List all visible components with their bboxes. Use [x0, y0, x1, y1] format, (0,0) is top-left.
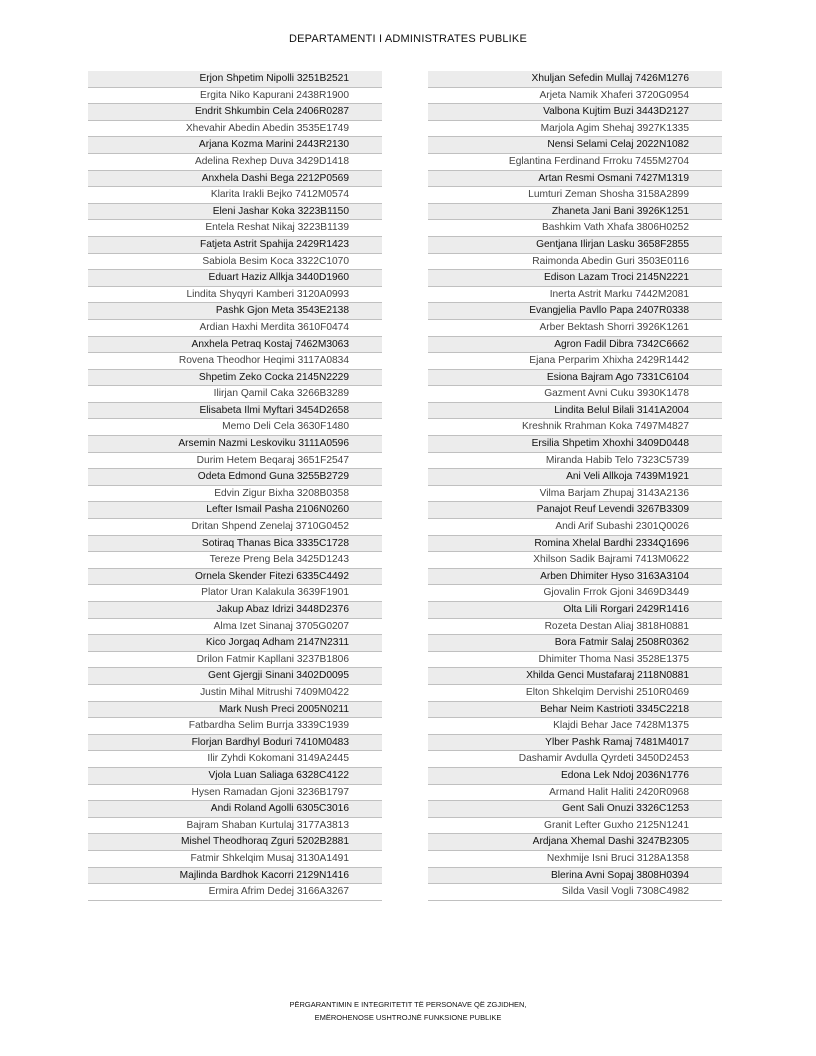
list-item: Gazment Avni Cuku 3930K1478 — [428, 386, 722, 403]
list-item: Sabiola Besim Koca 3322C1070 — [88, 254, 382, 271]
list-item: Zhaneta Jani Bani 3926K1251 — [428, 204, 722, 221]
list-item: Gjovalin Frrok Gjoni 3469D3449 — [428, 585, 722, 602]
list-item: Armand Halit Haliti 2420R0968 — [428, 785, 722, 802]
list-item: Bashkim Vath Xhafa 3806H0252 — [428, 220, 722, 237]
list-item: Andi Arif Subashi 2301Q0026 — [428, 519, 722, 536]
list-item: Ardjana Xhemal Dashi 3247B2305 — [428, 834, 722, 851]
list-item: Alma Izet Sinanaj 3705G0207 — [88, 619, 382, 636]
list-item: Eleni Jashar Koka 3223B1150 — [88, 204, 382, 221]
list-item: Elton Shkelqim Dervishi 2510R0469 — [428, 685, 722, 702]
list-item: Tereze Preng Bela 3425D1243 — [88, 552, 382, 569]
list-item: Klajdi Behar Jace 7428M1375 — [428, 718, 722, 735]
list-item: Sotiraq Thanas Bica 3335C1728 — [88, 536, 382, 553]
list-item: Marjola Agim Shehaj 3927K1335 — [428, 121, 722, 138]
list-item: Fatjeta Astrit Spahija 2429R1423 — [88, 237, 382, 254]
list-item: Gent Sali Onuzi 3326C1253 — [428, 801, 722, 818]
list-item: Ersilia Shpetim Xhoxhi 3409D0448 — [428, 436, 722, 453]
list-item: Fatmir Shkelqim Musaj 3130A1491 — [88, 851, 382, 868]
list-item: Agron Fadil Dibra 7342C6662 — [428, 337, 722, 354]
list-item: Arjana Kozma Marini 2443R2130 — [88, 137, 382, 154]
list-item: Edona Lek Ndoj 2036N1776 — [428, 768, 722, 785]
list-item: Majlinda Bardhok Kacorri 2129N1416 — [88, 868, 382, 885]
list-item: Justin Mihal Mitrushi 7409M0422 — [88, 685, 382, 702]
footer — [0, 998, 816, 1024]
list-item: Lumturi Zeman Shosha 3158A2899 — [428, 187, 722, 204]
list-item: Mishel Theodhoraq Zguri 5202B2881 — [88, 834, 382, 851]
list-item: Erjon Shpetim Nipolli 3251B2521 — [88, 71, 382, 88]
list-item: Hysen Ramadan Gjoni 3236B1797 — [88, 785, 382, 802]
list-item: Ilirjan Qamil Caka 3266B3289 — [88, 386, 382, 403]
list-item: Plator Uran Kalakula 3639F1901 — [88, 585, 382, 602]
right-name-column — [428, 71, 722, 901]
list-item: Andi Roland Agolli 6305C3016 — [88, 801, 382, 818]
list-item: Ani Veli Allkoja 7439M1921 — [428, 469, 722, 486]
list-item: Ilir Zyhdi Kokomani 3149A2445 — [88, 751, 382, 768]
list-item: Gentjana Ilirjan Lasku 3658F2855 — [428, 237, 722, 254]
list-item: Granit Lefter Guxho 2125N1241 — [428, 818, 722, 835]
list-item: Klarita Irakli Bejko 7412M0574 — [88, 187, 382, 204]
list-item: Raimonda Abedin Guri 3503E0116 — [428, 254, 722, 271]
list-item: Pashk Gjon Meta 3543E2138 — [88, 303, 382, 320]
list-item: Edison Lazam Troci 2145N2221 — [428, 270, 722, 287]
list-item: Jakup Abaz Idrizi 3448D2376 — [88, 602, 382, 619]
list-item: Xhuljan Sefedin Mullaj 7426M1276 — [428, 71, 722, 88]
footer-line-1: PËRGARANTIMIN E INTEGRITETIT TË PERSONAVE QË ZGJIDHEN, — [289, 1000, 527, 1009]
list-item: Lefter Ismail Pasha 2106N0260 — [88, 502, 382, 519]
list-item: Entela Reshat Nikaj 3223B1139 — [88, 220, 382, 237]
list-item: Ejana Perparim Xhixha 2429R1442 — [428, 353, 722, 370]
list-item: Romina Xhelal Bardhi 2334Q1696 — [428, 536, 722, 553]
list-item: Adelina Rexhep Duva 3429D1418 — [88, 154, 382, 171]
list-item: Bora Fatmir Salaj 2508R0362 — [428, 635, 722, 652]
list-item: Arsemin Nazmi Leskoviku 3111A0596 — [88, 436, 382, 453]
list-item: Arben Dhimiter Hyso 3163A3104 — [428, 569, 722, 586]
list-item: Dashamir Avdulla Qyrdeti 3450D2453 — [428, 751, 722, 768]
list-item: Silda Vasil Vogli 7308C4982 — [428, 884, 722, 901]
list-item: Elisabeta Ilmi Myftari 3454D2658 — [88, 403, 382, 420]
list-item: Valbona Kujtim Buzi 3443D2127 — [428, 104, 722, 121]
list-item: Bajram Shaban Kurtulaj 3177A3813 — [88, 818, 382, 835]
list-item: Dhimiter Thoma Nasi 3528E1375 — [428, 652, 722, 669]
list-item: Olta Lili Rorgari 2429R1416 — [428, 602, 722, 619]
footer-line-2: EMËROHENOSE USHTROJNË FUNKSIONE PUBLIKE — [314, 1013, 502, 1022]
list-item: Arber Bektash Shorri 3926K1261 — [428, 320, 722, 337]
list-item: Panajot Reuf Levendi 3267B3309 — [428, 502, 722, 519]
list-item: Fatbardha Selim Burrja 3339C1939 — [88, 718, 382, 735]
list-item: Kreshnik Rrahman Koka 7497M4827 — [428, 419, 722, 436]
list-item: Eduart Haziz Allkja 3440D1960 — [88, 270, 382, 287]
list-item: Anxhela Dashi Bega 2212P0569 — [88, 171, 382, 188]
list-item: Lindita Belul Bilali 3141A2004 — [428, 403, 722, 420]
list-item: Durim Hetem Beqaraj 3651F2547 — [88, 453, 382, 470]
list-item: Shpetim Zeko Cocka 2145N2229 — [88, 370, 382, 387]
list-item: Anxhela Petraq Kostaj 7462M3063 — [88, 337, 382, 354]
list-item: Xhilda Genci Mustafaraj 2118N0881 — [428, 668, 722, 685]
list-item: Nexhmije Isni Bruci 3128A1358 — [428, 851, 722, 868]
list-item: Ylber Pashk Ramaj 7481M4017 — [428, 735, 722, 752]
list-item: Rozeta Destan Aliaj 3818H0881 — [428, 619, 722, 636]
list-item: Ornela Skender Fitezi 6335C4492 — [88, 569, 382, 586]
page-title: DEPARTAMENTI I ADMINISTRATES PUBLIKE — [288, 33, 528, 45]
list-item: Miranda Habib Telo 7323C5739 — [428, 453, 722, 470]
list-item: Gent Gjergji Sinani 3402D0095 — [88, 668, 382, 685]
list-item: Memo Deli Cela 3630F1480 — [88, 419, 382, 436]
list-item: Ardian Haxhi Merdita 3610F0474 — [88, 320, 382, 337]
list-item: Eglantina Ferdinand Frroku 7455M2704 — [428, 154, 722, 171]
left-name-column — [88, 71, 382, 901]
list-item: Kico Jorgaq Adham 2147N2311 — [88, 635, 382, 652]
list-item: Esiona Bajram Ago 7331C6104 — [428, 370, 722, 387]
list-item: Evangjelia Pavllo Papa 2407R0338 — [428, 303, 722, 320]
list-item: Behar Neim Kastrioti 3345C2218 — [428, 702, 722, 719]
list-item: Nensi Selami Celaj 2022N1082 — [428, 137, 722, 154]
list-item: Lindita Shyqyri Kamberi 3120A0993 — [88, 287, 382, 304]
list-item: Artan Resmi Osmani 7427M1319 — [428, 171, 722, 188]
list-item: Endrit Shkumbin Cela 2406R0287 — [88, 104, 382, 121]
list-item: Mark Nush Preci 2005N0211 — [88, 702, 382, 719]
list-item: Florjan Bardhyl Boduri 7410M0483 — [88, 735, 382, 752]
list-item: Ergita Niko Kapurani 2438R1900 — [88, 88, 382, 105]
list-item: Xhilson Sadik Bajrami 7413M0622 — [428, 552, 722, 569]
list-item: Odeta Edmond Guna 3255B2729 — [88, 469, 382, 486]
list-item: Inerta Astrit Marku 7442M2081 — [428, 287, 722, 304]
list-item: Blerina Avni Sopaj 3808H0394 — [428, 868, 722, 885]
list-item: Drilon Fatmir Kapllani 3237B1806 — [88, 652, 382, 669]
list-item: Rovena Theodhor Heqimi 3117A0834 — [88, 353, 382, 370]
list-item: Vjola Luan Saliaga 6328C4122 — [88, 768, 382, 785]
list-item: Ermira Afrim Dedej 3166A3267 — [88, 884, 382, 901]
list-item: Arjeta Namik Xhaferi 3720G0954 — [428, 88, 722, 105]
list-item: Xhevahir Abedin Abedin 3535E1749 — [88, 121, 382, 138]
list-item: Vilma Barjam Zhupaj 3143A2136 — [428, 486, 722, 503]
list-item: Edvin Zigur Bixha 3208B0358 — [88, 486, 382, 503]
list-item: Dritan Shpend Zenelaj 3710G0452 — [88, 519, 382, 536]
